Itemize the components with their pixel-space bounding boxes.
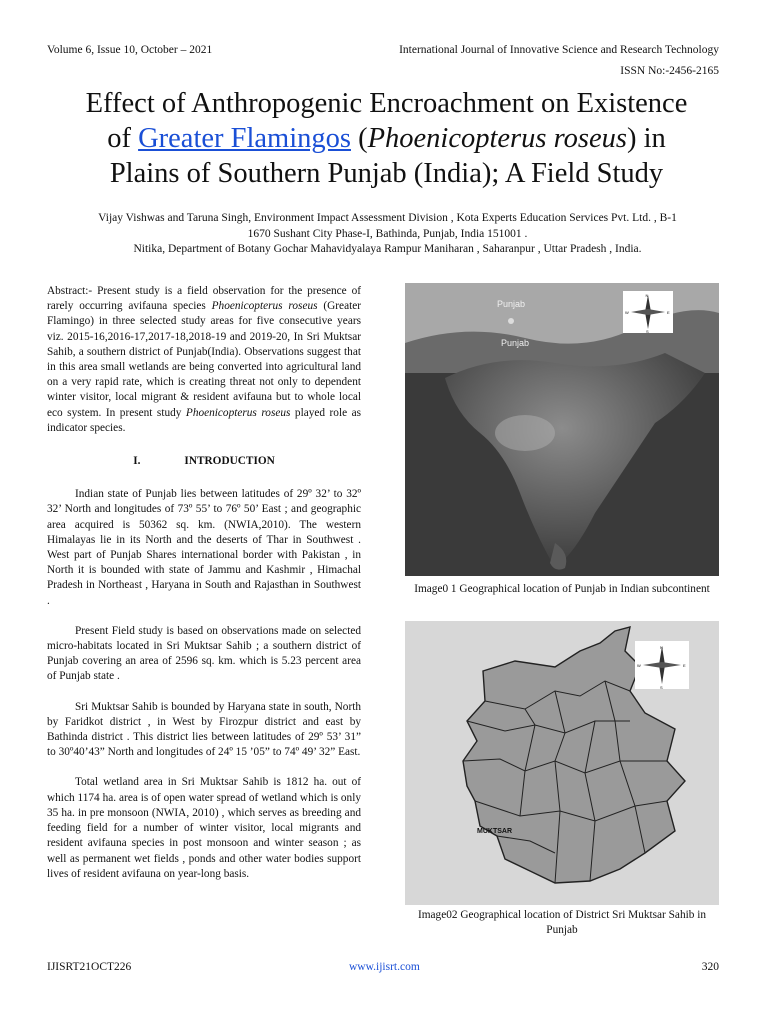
compass-rose-icon	[635, 641, 689, 690]
greater-flamingos-link[interactable]: Greater Flamingos	[138, 123, 351, 154]
species-name: Phoenicopterus roseus	[367, 123, 627, 154]
abstract: Abstract:- Present study is a field observation for the presence of rarely occurring avifauna species Phoenicopterus roseus (Greater Flamingo) in three selected study areas for five consecutive years viz. 2015-16,2016-17,2017-18,2018-19 and 2019-20, In Sri Muktsar Sahib, a southern district of Punjab(India). Observations suggest that in this area small wetlands are being converted into agricultural land on a very rapid rate, which is creating threat not only to dependent winter visitor, local migrant & resident avifauna but to whole local eco system. In present study Phoenicopterus roseus played role as indicator species.	[47, 285, 362, 434]
map-label-punjab-top: Punjab	[497, 299, 526, 309]
issn: ISSN No:-2456-2165	[620, 65, 719, 77]
left-column	[47, 284, 361, 897]
map-label-punjab-bottom: Punjab	[501, 338, 530, 348]
authors-line-2: 1670 Sushant City Phase-I, Bathinda, Punjab, India 151001 .	[247, 227, 528, 240]
paragraph: Total wetland area in Sri Muktsar Sahib is 1812 ha. out of which 1174 ha. area is of open water spread of wetland which is only 35 ha. in pre monsoon (NWIA, 2010) , which serves as breeding and feeding field for a number of winter visitor, local migrants and resident avifauna species in post monsoon and winter season ; as well as permanent wet fields , ponds and other water bodies support lives of resident avifauna on year-long basis.	[47, 776, 361, 880]
svg-text:S: S	[646, 329, 649, 334]
journal-name: International Journal of Innovative Science and Research Technology	[399, 44, 719, 56]
title-line-1: Effect of Anthropogenic Encroachment on Existence	[85, 88, 688, 119]
svg-text:N: N	[645, 293, 649, 298]
compass-rose-icon	[623, 291, 673, 334]
authors-line-3: Nitika, Department of Botany Gochar Mahavidyalaya Rampur Maniharan , Saharanpur , Uttar Pradesh , India.	[133, 243, 642, 255]
paper-id: IJISRT21OCT226	[47, 961, 132, 973]
punjab-district-map	[405, 621, 719, 905]
svg-text:W: W	[625, 310, 629, 315]
svg-text:E: E	[667, 310, 670, 315]
section-heading: I. INTRODUCTION	[133, 455, 275, 468]
page-number: 320	[701, 961, 719, 973]
svg-text:N: N	[660, 645, 663, 650]
paper-title	[40, 86, 733, 191]
title-line-3: Plains of Southern Punjab (India); A Field Study	[109, 158, 664, 189]
india-satellite-map	[405, 283, 719, 576]
volume-info: Volume 6, Issue 10, October – 2021	[47, 44, 213, 56]
svg-text:S: S	[660, 685, 663, 690]
svg-text:W: W	[637, 663, 641, 668]
paragraph: Sri Muktsar Sahib is bounded by Haryana state in south, North by Faridkot district , in West by Firozpur district and east by Bathinda district . This district lies between latitudes of 29º 53’ 31” to 30º40’43” North and longitudes of 24º 15 ’05” to 74º 49’ 32” East.	[47, 700, 361, 759]
figure-2-caption: Image02 Geographical location of District Sri Muktsar Sahib in Punjab	[417, 909, 706, 936]
district-label-muktsar: MUKTSAR	[477, 828, 512, 835]
journal-website-link[interactable]: www.ijisrt.com	[349, 961, 420, 973]
authors-block	[60, 211, 715, 258]
authors-line-1: Vijay Vishwas and Taruna Singh, Environment Impact Assessment Division , Kota Experts Education Services Pvt. Ltd. , B-1	[98, 212, 677, 224]
paragraph: Present Field study is based on observations made on selected micro-habitats located in Sri Muktsar Sahib ; a southern district of Punjab covering an area of 2596 sq. km. which is 5.23 percent area of Punjab state .	[47, 624, 361, 683]
figure-1-caption: Image0 1 Geographical location of Punjab in Indian subcontinent	[414, 583, 710, 595]
svg-text:E: E	[683, 663, 686, 668]
paragraph: Indian state of Punjab lies between latitudes of 29º 32’ to 32º 32’ North and longitudes of 73º 55’ to 76º 50’ East ; and geographic area acquired is 50362 sq. km. (NWIA,2010). The western Himalayas lie in its North and the deserts of Thar in Southwest . West part of Punjab Shares international border with Pakistan , in North it is bounded with state of Jammu and Kashmir , Himachal Pradesh in Northeast , Haryana in South and Rajasthan in Southwest .	[47, 488, 361, 607]
title-line-2: of Greater Flamingos (Phoenicopterus roseus) in	[107, 123, 666, 154]
